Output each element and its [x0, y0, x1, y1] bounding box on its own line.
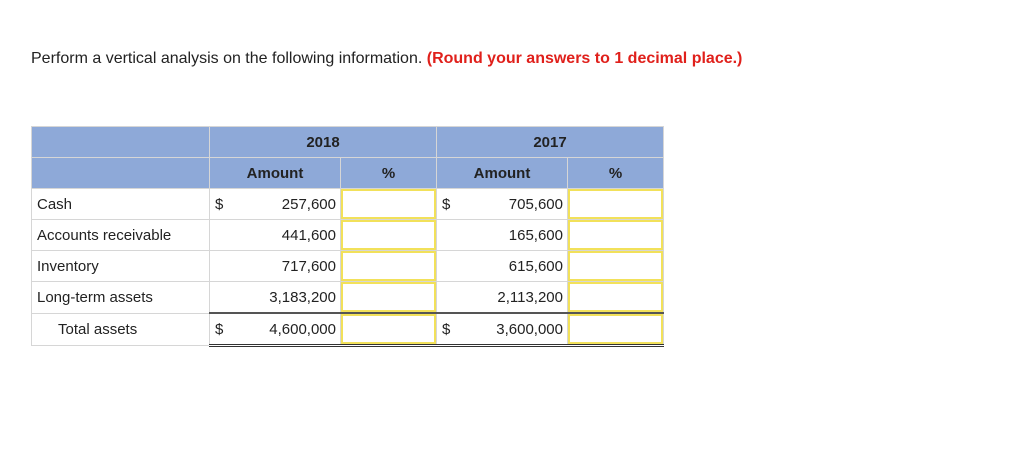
amount-2018: 441,600 [210, 220, 341, 251]
percent-cell-2017 [568, 282, 664, 314]
header-blank-cell [32, 127, 210, 158]
rounding-note: (Round your answers to 1 decimal place.) [426, 50, 743, 67]
amount-2018: 257,600 [238, 189, 341, 220]
amount-2017: 3,600,000 [465, 313, 568, 346]
table-row-cash [32, 189, 664, 220]
dollar-sign: $ [437, 313, 465, 346]
percent-input-2017[interactable] [568, 282, 663, 312]
percent-cell-2018 [341, 313, 437, 346]
year-header-2017: 2017 [437, 127, 664, 158]
percent-header-2018: % [341, 158, 437, 189]
table-row-accounts-receivable [32, 220, 664, 251]
amount-2018: 717,600 [210, 251, 341, 282]
dollar-sign: $ [210, 313, 238, 346]
row-label: Long-term assets [32, 282, 210, 314]
percent-cell-2018 [341, 220, 437, 251]
percent-input-2017[interactable] [568, 220, 663, 250]
amount-2017: 2,113,200 [437, 282, 568, 314]
dollar-sign: $ [437, 189, 465, 220]
year-header-row [32, 127, 664, 158]
percent-cell-2018 [341, 189, 437, 220]
year-header-2018: 2018 [210, 127, 437, 158]
percent-cell-2018 [341, 282, 437, 314]
percent-input-2018[interactable] [341, 251, 436, 281]
amount-2018: 3,183,200 [210, 282, 341, 314]
table-row-long-term-assets [32, 282, 664, 314]
table-row-total-assets [32, 313, 664, 346]
header-blank-cell [32, 158, 210, 189]
percent-cell-2017 [568, 220, 664, 251]
amount-2017: 705,600 [465, 189, 568, 220]
amount-2017: 165,600 [437, 220, 568, 251]
row-label: Total assets [32, 313, 210, 346]
percent-input-2017[interactable] [568, 189, 663, 219]
row-label: Inventory [32, 251, 210, 282]
dollar-sign: $ [210, 189, 238, 220]
percent-input-2017[interactable] [568, 314, 663, 344]
amount-header-2018: Amount [210, 158, 341, 189]
table-row-inventory [32, 251, 664, 282]
column-header-row [32, 158, 664, 189]
percent-cell-2017 [568, 189, 664, 220]
row-label: Accounts receivable [32, 220, 210, 251]
percent-input-2018[interactable] [341, 189, 436, 219]
amount-2018: 4,600,000 [238, 313, 341, 346]
percent-cell-2017 [568, 251, 664, 282]
percent-input-2017[interactable] [568, 251, 663, 281]
instructions-text: Perform a vertical analysis on the following information. [31, 50, 423, 67]
amount-header-2017: Amount [437, 158, 568, 189]
percent-input-2018[interactable] [341, 282, 436, 312]
amount-2017: 615,600 [437, 251, 568, 282]
instructions [31, 50, 742, 68]
percent-cell-2018 [341, 251, 437, 282]
percent-input-2018[interactable] [341, 314, 436, 344]
row-label: Cash [32, 189, 210, 220]
percent-cell-2017 [568, 313, 664, 346]
percent-input-2018[interactable] [341, 220, 436, 250]
percent-header-2017: % [568, 158, 664, 189]
vertical-analysis-table [31, 126, 664, 347]
